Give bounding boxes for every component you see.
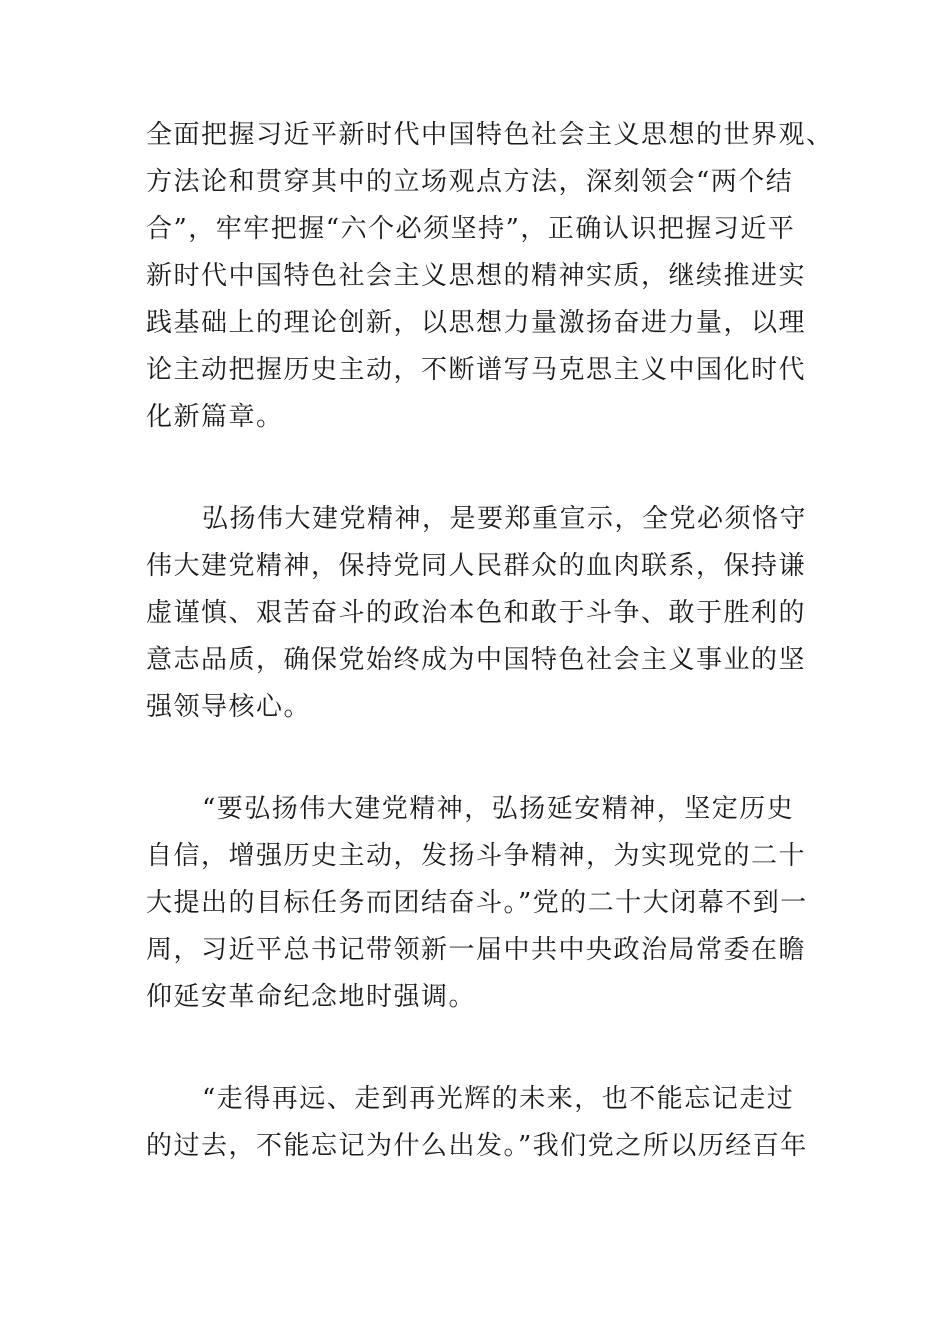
text-line: 合”，牢牢把握“六个必须坚持”，正确认识把握习近平 [146,214,796,244]
text-line: “要弘扬伟大建党精神，弘扬延安精神，坚定历史 [202,794,795,824]
text-line: 虚谨慎、艰苦奋斗的政治本色和敢于斗争、敢于胜利的 [146,598,807,628]
text-line: 弘扬伟大建党精神，是要郑重宣示，全党必须恪守 [202,504,808,534]
text-line: 大提出的目标任务而团结奋斗。”党的二十大闭幕不到一 [146,888,808,918]
text-line: 周，习近平总书记带领新一届中共中央政治局常委在瞻 [146,935,807,965]
paragraph-3 [146,786,826,1021]
text-line: 伟大建党精神，保持党同人民群众的血肉联系，保持谦 [146,551,807,581]
paragraph-1 [146,112,834,441]
text-line: 方法论和贯穿其中的立场观点方法，深刻领会“两个结 [146,167,794,197]
paragraph-spacer [146,441,826,496]
paragraph-spacer [146,1021,826,1076]
document-body [146,112,834,1170]
text-line: 仰延安革命纪念地时强调。 [146,982,477,1012]
text-line: 全面把握习近平新时代中国特色社会主义思想的世界观、 [146,120,834,150]
text-line: 自信，增强历史主动，发扬斗争精神，为实现党的二十 [146,841,807,871]
text-line: 论主动把握历史主动，不断谱写马克思主义中国化时代 [146,355,807,385]
text-line: 强领导核心。 [146,692,312,722]
text-line: 践基础上的理论创新，以思想力量激扬奋进力量，以理 [146,308,807,338]
paragraph-spacer [146,731,826,786]
paragraph-4 [146,1076,826,1170]
text-line: “走得再远、走到再光辉的未来，也不能忘记走过 [202,1084,795,1114]
text-line: 意志品质，确保党始终成为中国特色社会主义事业的坚 [146,645,807,675]
text-line: 化新篇章。 [146,402,284,432]
text-line: 的过去，不能忘记为什么出发。”我们党之所以历经百年 [146,1131,808,1161]
paragraph-2 [146,496,826,731]
text-line: 新时代中国特色社会主义思想的精神实质，继续推进实 [146,261,807,291]
